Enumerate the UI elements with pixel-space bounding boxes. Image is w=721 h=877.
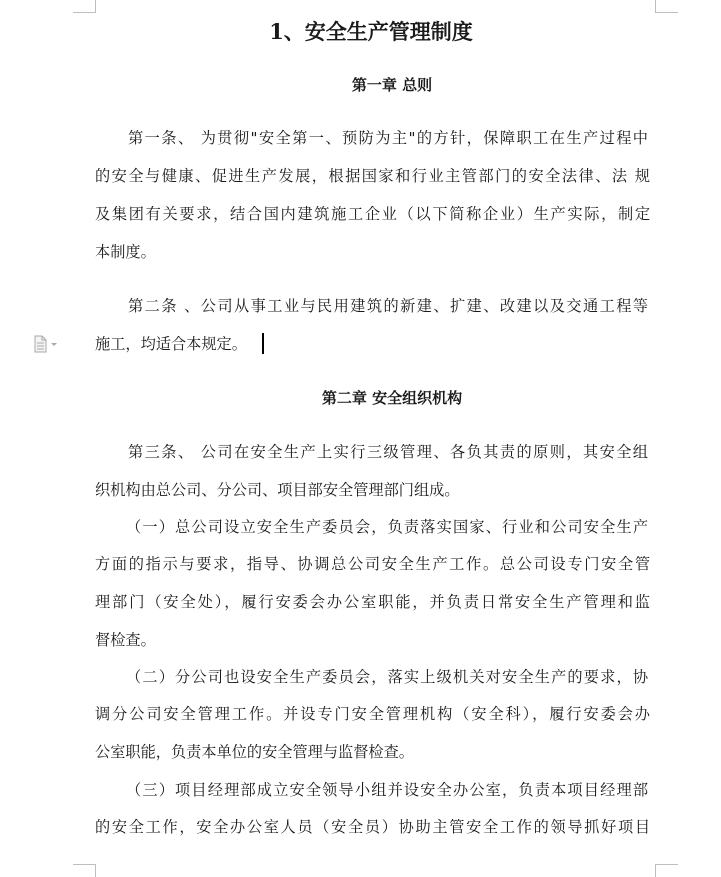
item-1-line: 方面的指示与要求，指导、协调总公司安全生产工作。总公司设专门安全管 [95, 555, 650, 573]
crop-mark-top-right [655, 0, 678, 13]
crop-mark-bottom-left [73, 864, 96, 877]
chevron-down-icon [51, 343, 57, 346]
article-3-line: 第三条、 公司在安全生产上实行三级管理、各负其责的原则，其安全组 [128, 443, 648, 461]
article-2-line: 第二条 、公司从事工业与民用建筑的新建、扩建、改建以及交通工程等 [128, 297, 648, 315]
article-1-line: 第一条、 为贯彻"安全第一、预防为主"的方针，保障职工在生产过程中 [128, 129, 648, 147]
crop-mark-bottom-right [655, 864, 678, 877]
item-3-line: （三）项目经理部成立安全领导小组并设安全办公室，负责本项目经理部 [126, 781, 648, 799]
item-1-line: （一）总公司设立安全生产委员会，负责落实国家、行业和公司安全生产 [126, 518, 648, 536]
item-2-line: （二）分公司也设安全生产委员会，落实上级机关对安全生产的要求，协 [126, 668, 648, 686]
item-1-line: 理部门（安全处），履行安委会办公室职能，并负责日常安全生产管理和监 [95, 593, 650, 611]
chapter-2-heading: 第二章 安全组织机构 [321, 389, 463, 407]
article-2-line: 施工，均适合本规定。 [95, 335, 247, 353]
chapter-1-heading: 第一章 总则 [351, 76, 433, 94]
article-1-line: 的安全与健康、促进生产发展，根据国家和行业主管部门的安全法律、法 规 [95, 167, 650, 185]
text-cursor [262, 333, 264, 354]
document-icon [32, 335, 62, 353]
item-2-line: 公室职能，负责本单位的安全管理与监督检查。 [95, 743, 414, 761]
document-title: 1、安全生产管理制度 [269, 19, 473, 44]
article-3-line: 织机构由总公司、分公司、项目部安全管理部门组成。 [95, 481, 460, 499]
article-1-line: 本制度。 [95, 243, 156, 261]
item-3-line: 的安全工作，安全办公室人员（安全员）协助主管安全工作的领导抓好项目 [95, 818, 650, 836]
crop-mark-top-left [73, 0, 96, 13]
paragraph-handle[interactable] [32, 335, 62, 353]
article-1-line: 及集团有关要求，结合国内建筑施工企业（以下简称企业）生产实际，制定 [95, 205, 650, 223]
item-1-line: 督检查。 [95, 631, 156, 649]
item-2-line: 调分公司安全管理工作。并设专门安全管理机构（安全科），履行安委会办 [95, 705, 650, 723]
